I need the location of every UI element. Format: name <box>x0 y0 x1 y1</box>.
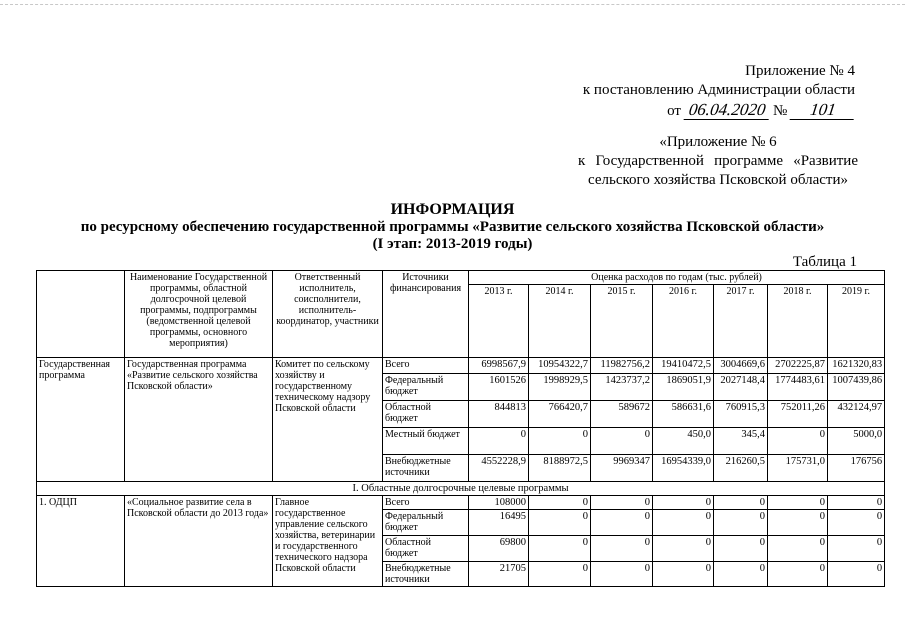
row-source-cell: Всего <box>383 496 469 510</box>
header-year: 2013 г. <box>469 285 529 358</box>
header-status <box>37 271 125 358</box>
row-status-cell: 1. ОДЦП <box>37 496 125 587</box>
header-year: 2018 г. <box>768 285 828 358</box>
row-value-cell: 0 <box>768 536 828 562</box>
row-value-cell: 766420,7 <box>529 401 591 428</box>
document-period: (I этап: 2013-2019 годы) <box>372 236 533 252</box>
appendix-6-block <box>578 133 858 190</box>
row-value-cell: 0 <box>591 562 653 587</box>
row-value-cell: 2027148,4 <box>714 374 768 401</box>
row-value-cell: 0 <box>714 510 768 536</box>
row-value-cell: 589672 <box>591 401 653 428</box>
row-value-cell: 345,4 <box>714 428 768 455</box>
row-value-cell: 0 <box>653 510 714 536</box>
document-subtitle: по ресурсному обеспечению государственной программы «Развитие сельского хозяйства Псковской области» <box>80 219 825 235</box>
row-value-cell: 0 <box>591 428 653 455</box>
row-value-cell: 0 <box>591 536 653 562</box>
scan-edge-line <box>0 4 905 5</box>
section-title-cell: I. Областные долгосрочные целевые программы <box>37 482 885 496</box>
table-row <box>37 358 885 374</box>
number-sign: № <box>772 103 788 119</box>
header-year: 2019 г. <box>828 285 885 358</box>
row-value-cell: 176756 <box>828 455 885 482</box>
row-value-cell: 16495 <box>469 510 529 536</box>
header-responsible: Ответственный исполнитель, соисполнители, исполнитель-координатор, участники <box>273 271 383 358</box>
row-responsible-cell: Главное государственное управление сельского хозяйства, ветеринарии и государственного технического надзора Псковской области <box>273 496 383 587</box>
row-value-cell: 0 <box>714 536 768 562</box>
row-value-cell: 0 <box>714 562 768 587</box>
header-name: Наименование Государственной программы, областной долгосрочной целевой программы, подпрограммы (ведомственной целевой программы, основного мероприятия) <box>125 271 273 358</box>
row-value-cell: 108000 <box>469 496 529 510</box>
row-value-cell: 0 <box>529 428 591 455</box>
row-value-cell: 0 <box>768 510 828 536</box>
row-value-cell: 1869051,9 <box>653 374 714 401</box>
row-value-cell: 10954322,7 <box>529 358 591 374</box>
header-year: 2016 г. <box>653 285 714 358</box>
appendix-6-title: «Приложение № 6 <box>659 134 777 150</box>
row-value-cell: 1998929,5 <box>529 374 591 401</box>
row-value-cell: 5000,0 <box>828 428 885 455</box>
row-value-cell: 0 <box>529 510 591 536</box>
row-value-cell: 0 <box>828 510 885 536</box>
row-value-cell: 175731,0 <box>768 455 828 482</box>
row-value-cell: 0 <box>768 428 828 455</box>
row-value-cell: 21705 <box>469 562 529 587</box>
row-value-cell: 4552228,9 <box>469 455 529 482</box>
row-value-cell: 69800 <box>469 536 529 562</box>
date-prefix: от <box>667 103 681 119</box>
row-value-cell: 586631,6 <box>653 401 714 428</box>
header-sources: Источники финансирования <box>383 271 469 358</box>
row-value-cell: 0 <box>828 536 885 562</box>
row-source-cell: Всего <box>383 358 469 374</box>
table-row <box>37 496 885 510</box>
row-name-cell: «Социальное развитие села в Псковской области до 2013 года» <box>125 496 273 587</box>
appendix-4-date-line <box>583 100 855 121</box>
appendix-6-line3: сельского хозяйства Псковской области» <box>588 172 848 188</box>
appendix-4-title: Приложение № 4 <box>745 63 855 79</box>
header-estimate: Оценка расходов по годам (тыс. рублей) <box>469 271 885 285</box>
row-value-cell: 0 <box>529 562 591 587</box>
row-value-cell: 0 <box>714 496 768 510</box>
row-status-cell: Государственная программа <box>37 358 125 482</box>
row-value-cell: 9969347 <box>591 455 653 482</box>
row-value-cell: 0 <box>768 496 828 510</box>
document-title: ИНФОРМАЦИЯ <box>390 201 515 218</box>
row-value-cell: 6998567,9 <box>469 358 529 374</box>
row-source-cell: Федеральный бюджет <box>383 510 469 536</box>
row-value-cell: 0 <box>828 562 885 587</box>
row-source-cell: Областной бюджет <box>383 401 469 428</box>
row-value-cell: 1007439,86 <box>828 374 885 401</box>
row-name-cell: Государственная программа «Развитие сельского хозяйства Псковской области» <box>125 358 273 482</box>
row-value-cell: 0 <box>591 510 653 536</box>
row-source-cell: Внебюджетные источники <box>383 455 469 482</box>
row-responsible-cell: Комитет по сельскому хозяйству и государственному техническому надзору Псковской области <box>273 358 383 482</box>
table-label: Таблица 1 <box>792 254 857 270</box>
row-value-cell: 16954339,0 <box>653 455 714 482</box>
row-source-cell: Внебюджетные источники <box>383 562 469 587</box>
appendix-6-line2: к Государственной программе «Развитие <box>578 153 858 169</box>
row-value-cell: 1774483,61 <box>768 374 828 401</box>
resource-table <box>36 270 885 587</box>
handwritten-date: 06.04.2020 <box>683 100 770 120</box>
row-value-cell: 0 <box>529 496 591 510</box>
row-value-cell: 1601526 <box>469 374 529 401</box>
row-value-cell: 0 <box>653 562 714 587</box>
row-value-cell: 0 <box>591 496 653 510</box>
appendix-4-block <box>583 62 855 121</box>
row-value-cell: 0 <box>653 496 714 510</box>
row-value-cell: 1621320,83 <box>828 358 885 374</box>
row-source-cell: Федеральный бюджет <box>383 374 469 401</box>
row-value-cell: 0 <box>653 536 714 562</box>
table-header-row <box>37 271 885 285</box>
row-value-cell: 19410472,5 <box>653 358 714 374</box>
row-value-cell: 2702225,87 <box>768 358 828 374</box>
row-value-cell: 760915,3 <box>714 401 768 428</box>
row-value-cell: 450,0 <box>653 428 714 455</box>
row-value-cell: 752011,26 <box>768 401 828 428</box>
row-value-cell: 8188972,5 <box>529 455 591 482</box>
header-year: 2017 г. <box>714 285 768 358</box>
row-value-cell: 0 <box>768 562 828 587</box>
row-value-cell: 216260,5 <box>714 455 768 482</box>
row-value-cell: 0 <box>469 428 529 455</box>
row-value-cell: 1423737,2 <box>591 374 653 401</box>
section-row <box>37 482 885 496</box>
header-year: 2015 г. <box>591 285 653 358</box>
row-source-cell: Местный бюджет <box>383 428 469 455</box>
row-value-cell: 844813 <box>469 401 529 428</box>
row-value-cell: 0 <box>529 536 591 562</box>
row-value-cell: 3004669,6 <box>714 358 768 374</box>
row-value-cell: 432124,97 <box>828 401 885 428</box>
handwritten-number: 101 <box>790 100 857 120</box>
row-value-cell: 11982756,2 <box>591 358 653 374</box>
header-year: 2014 г. <box>529 285 591 358</box>
appendix-4-resolution: к постановлению Администрации области <box>582 82 855 98</box>
row-value-cell: 0 <box>828 496 885 510</box>
row-source-cell: Областной бюджет <box>383 536 469 562</box>
